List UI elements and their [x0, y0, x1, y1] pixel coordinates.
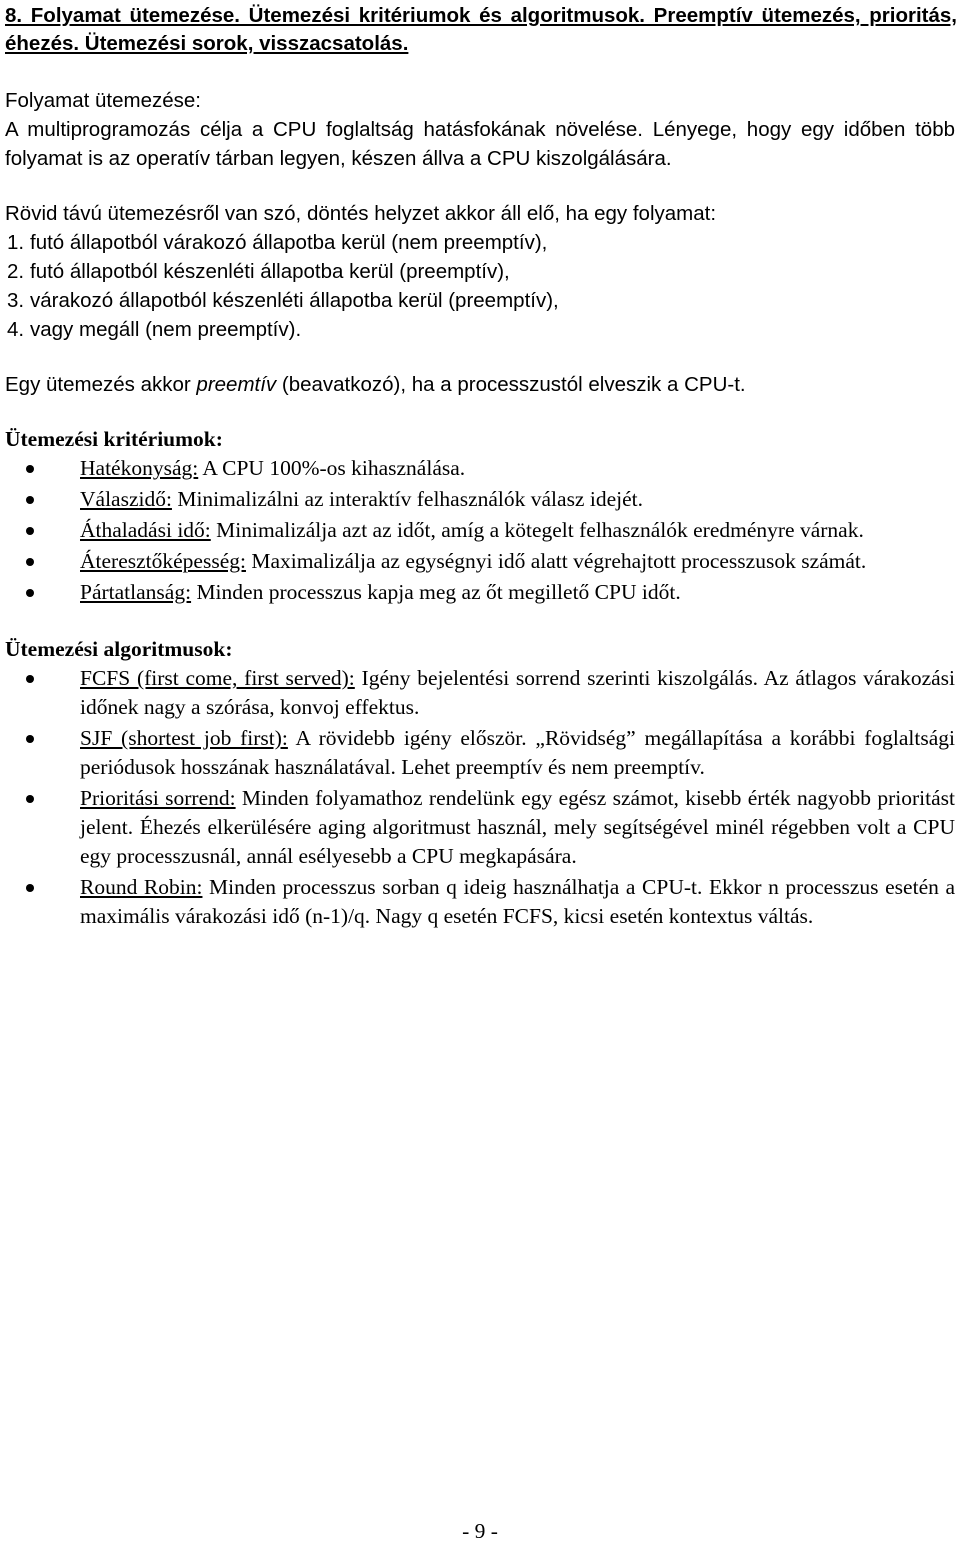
list-item [5, 664, 955, 722]
list-item [5, 454, 955, 483]
criterion-text: Minden processzus kapja meg az őt megillető CPU időt. [191, 580, 681, 604]
preemptive-text-before: Egy ütemezés akkor [5, 373, 197, 396]
criterion-term: Válaszidő: [80, 487, 172, 511]
criterion-text: A CPU 100%-os kihasználása. [198, 456, 466, 480]
spacer [5, 173, 955, 199]
list-text: vagy megáll (nem preemptív). [30, 318, 302, 341]
list-item [5, 485, 955, 514]
list-item [5, 257, 955, 286]
list-text [80, 724, 955, 782]
list-text: futó állapotból készenléti állapotba kerül (preemptív), [30, 260, 510, 283]
list-item [5, 873, 955, 931]
algorithm-term: SJF (shortest job first): [80, 726, 288, 750]
criterion-term: Pártatlanság: [80, 580, 192, 604]
algorithm-text: Minden processzus sorban q ideig használhatja a CPU-t. Ekkor n processzus esetén a maximális várakozási idő (n-1)/q. Nagy q esetén FCFS, kicsi esetén kontextus váltás. [80, 875, 955, 928]
criterion-text: Minimalizálja azt az időt, amíg a kötegelt felhasználók eredményre várnak. [210, 518, 864, 542]
bullet-icon [5, 873, 80, 931]
bullet-icon [5, 664, 80, 722]
list-text [80, 664, 955, 722]
page-number: - 9 - [462, 1519, 498, 1543]
list-text [80, 516, 955, 545]
bullet-icon [5, 724, 80, 782]
algorithm-term: Prioritási sorrend: [80, 786, 236, 810]
list-number: 4. [7, 318, 25, 341]
algorithm-term: Round Robin: [80, 875, 203, 899]
criteria-list [5, 454, 955, 607]
algorithm-text: Minden folyamathoz rendelünk egy egész számot, kisebb érték nagyobb prioritást jelent. Éhezés elkerülésére aging algoritmust használ, mely segítségével minél régebben volt a CPU egy processzusnál, annál esélyesebb a CPU megkapására. [80, 786, 955, 868]
criterion-text: Maximalizálja az egységnyi idő alatt végrehajtott processzusok számát. [245, 549, 867, 573]
list-text: várakozó állapotból készenléti állapotba kerül (preemptív), [30, 289, 559, 312]
list-number: 1. [7, 231, 25, 254]
list-item [5, 286, 955, 315]
criterion-term: Hatékonyság: [80, 456, 199, 480]
bullet-icon [5, 547, 80, 576]
section-text-scheduling: A multiprogramozás célja a CPU foglaltság hatásfokának növelése. Lényege, hogy egy időben több folyamat is az operatív tárban legyen, készen állva a CPU kiszolgálására. [5, 118, 955, 170]
criteria-heading: Ütemezési kritériumok: [5, 427, 223, 451]
list-number: 2. [7, 260, 25, 283]
list-text [80, 454, 955, 483]
algorithms-list [5, 664, 955, 931]
algorithm-text: Igény bejelentési sorrend szerinti kiszolgálás. Az átlagos várakozási időnek nagy a szórása, konvoj effektus. [80, 666, 955, 719]
bullet-icon [5, 784, 80, 871]
list-item [5, 516, 955, 545]
spacer [5, 609, 955, 635]
list-text [80, 578, 955, 607]
bullet-icon [5, 454, 80, 483]
algorithms-heading: Ütemezési algoritmusok: [5, 637, 233, 661]
criterion-term: Áteresztőképesség: [80, 549, 246, 573]
list-text [80, 873, 955, 931]
spacer [5, 399, 955, 425]
list-item [5, 784, 955, 871]
preemptive-term: preemtív [196, 373, 277, 396]
section-heading-scheduling: Folyamat ütemezése: [5, 89, 201, 112]
short-term-intro: Rövid távú ütemezésről van szó, döntés helyzet akkor áll elő, ha egy folyamat: [5, 202, 717, 225]
document-page [5, 2, 955, 933]
algorithm-term: FCFS (first come, first served): [80, 666, 355, 690]
list-text [80, 485, 955, 514]
spacer [5, 344, 955, 370]
criterion-term: Áthaladási idő: [80, 518, 211, 542]
bullet-icon [5, 578, 80, 607]
bullet-icon [5, 485, 80, 514]
list-text [80, 547, 955, 576]
list-item [5, 724, 955, 782]
page-title: 8. Folyamat ütemezése. Ütemezési kritériumok és algoritmusok. Preemptív ütemezés, prioritás, éhezés. Ütemezési sorok, visszacsatolás. [5, 4, 957, 55]
list-number: 3. [7, 289, 25, 312]
list-item [5, 547, 955, 576]
list-text [80, 784, 955, 871]
preemptive-definition [5, 370, 955, 399]
list-item [5, 315, 955, 344]
preemptive-text-after: (beavatkozó), ha a processzustól elveszik a CPU-t. [276, 373, 746, 396]
criterion-text: Minimalizálni az interaktív felhasználók válasz idejét. [171, 487, 643, 511]
list-item [5, 228, 955, 257]
algorithm-text: A rövidebb igény először. „Rövidség” megállapítása a korábbi foglaltsági periódusok hosszának használatával. Lehet preemptív és nem preemptív. [80, 726, 955, 779]
list-item [5, 578, 955, 607]
spacer [5, 58, 955, 86]
short-term-list [5, 228, 955, 344]
bullet-icon [5, 516, 80, 545]
list-text: futó állapotból várakozó állapotba kerül (nem preemptív), [30, 231, 548, 254]
